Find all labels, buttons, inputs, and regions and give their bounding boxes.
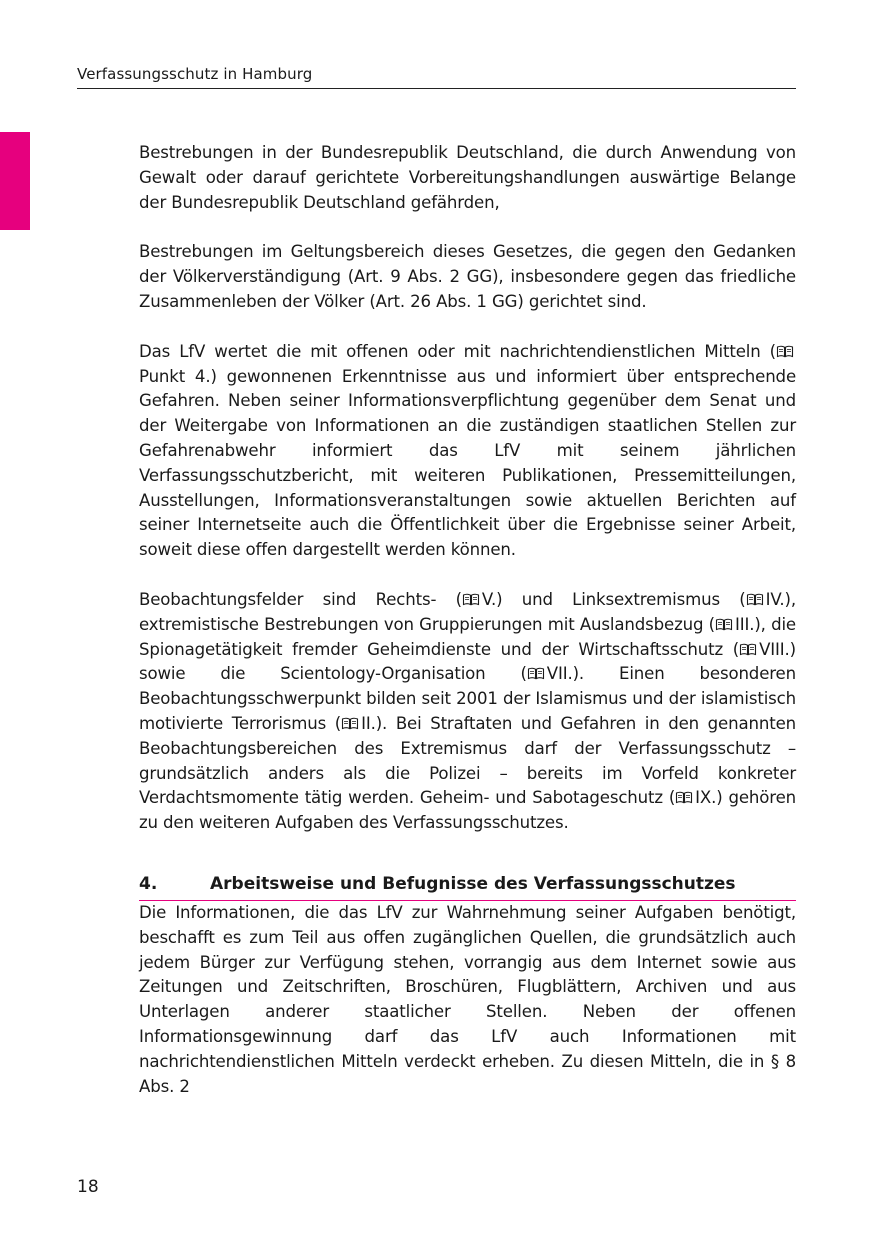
paragraph-3 [139, 340, 796, 563]
paragraph-text: VII.). Einen besonderen Beobachtungsschwerpunkt bilden seit 2001 der Islamismus und der islamistisch motivierte Terrorismus ( [139, 664, 796, 733]
paragraph-text: IV.), extremistische Bestrebungen von Gruppierungen mit Auslandsbezug ( [139, 589, 796, 634]
section-number: 4. [139, 873, 158, 894]
page-number: 18 [77, 1177, 99, 1197]
paragraph-2: Bestrebungen im Geltungsbereich dieses Gesetzes, die gegen den Gedanken der Völkerverständigung (Art. 9 Abs. 2 GG), insbesondere gegen das friedliche Zusammenleben der Völker (Art. 26 Abs. 1 GG) gerichtet sind. [139, 242, 796, 311]
paragraph-text: Das LfV wertet die mit offenen oder mit nachrichtendienstlichen Mitteln ( [139, 341, 776, 361]
running-header: Verfassungsschutz in Hamburg [77, 65, 313, 83]
book-reference-icon [527, 663, 545, 676]
header-rule [77, 88, 796, 89]
book-reference-icon [715, 614, 733, 627]
paragraph-text: Beobachtungsfelder sind Rechts- ( [139, 589, 462, 609]
paragraph-text: III.), die Spionagetätigkeit fremder Geheimdienste und der Wirtschaftsschutz ( [139, 614, 796, 659]
paragraph-text: VIII.) sowie die Scientology-Organisation ( [139, 639, 796, 684]
paragraph-text: II.). Bei Straftaten und Gefahren in den genannten Beobachtungsbereichen des Extremismus darf der Verfassungsschutz – grundsätzlich anders als die Polizei – bereits im Vorfeld konkreter Verdachtsmomente tätig werden. Geheim- und Sabotageschutz ( [139, 713, 796, 808]
book-reference-icon [675, 787, 693, 800]
paragraph-text: Punkt 4.) gewonnenen Erkenntnisse aus und informiert über entsprechende Gefahren. Neben seiner Informationsverpflichtung gegenüber dem Senat und der Weitergabe von Informationen an die zuständigen staatlichen Stellen zur Gefahrenabwehr informiert das LfV mit seinem jährlichen Verfassungsschutzbericht, mit weiteren Publikationen, Pressemitteilungen, Ausstellungen, Informationsveranstaltungen sowie aktuellen Berichten auf seiner Internetseite auch die Öffentlichkeit über die Ergebnisse seiner Arbeit, soweit diese offen dargestellt werden können. [139, 366, 796, 560]
page-content [139, 141, 796, 1124]
chapter-tab-marker [0, 132, 30, 230]
section-title: Arbeitsweise und Befugnisse des Verfassungsschutzes [210, 873, 736, 894]
book-reference-icon [341, 713, 359, 726]
book-reference-icon [746, 589, 764, 602]
book-reference-icon [462, 589, 480, 602]
section-heading [139, 872, 796, 901]
paragraph-text: V.) und Linksextremismus ( [481, 589, 746, 609]
paragraph-text: IX.) gehören zu den weiteren Aufgaben des Verfassungsschutzes. [139, 788, 796, 833]
section-body-paragraph: Die Informationen, die das LfV zur Wahrnehmung seiner Aufgaben benötigt, beschafft es zum Teil aus offen zugänglichen Quellen, die grundsätzlich auch jedem Bürger zur Verfügung stehen, vorrangig aus dem Internet sowie aus Zeitungen und Zeitschriften, Broschüren, Flugblättern, Archiven und aus Unterlagen anderer staatlicher Stellen. Neben der offenen Informationsgewinnung darf das LfV auch Informationen mit nachrichtendienstlichen Mitteln verdeckt erheben. Zu diesen Mitteln, die in § 8 Abs. 2 [139, 902, 796, 1096]
paragraph-4 [139, 588, 796, 836]
book-reference-icon [739, 639, 757, 652]
paragraph-1: Bestrebungen in der Bundesrepublik Deutschland, die durch Anwendung von Gewalt oder darauf gerichtete Vorbereitungshandlungen auswärtige Belange der Bundesrepublik Deutschland gefährden, [139, 143, 796, 212]
book-reference-icon [776, 341, 794, 354]
